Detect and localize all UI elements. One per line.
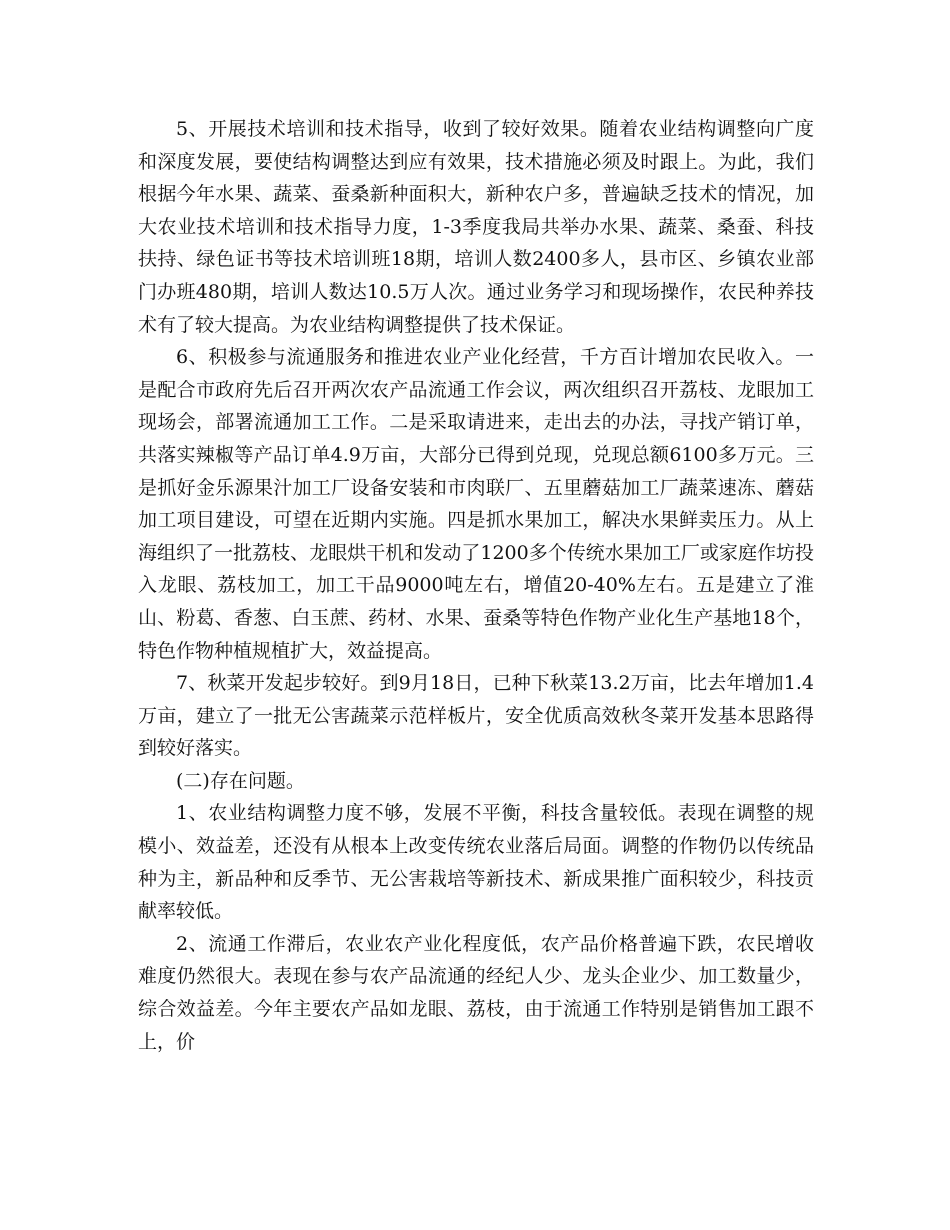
paragraph-autumn-vegetables: 7、秋菜开发起步较好。到9月18日，已种下秋菜13.2万亩，比去年增加1.4万亩，建立了一批无公害蔬菜示范样板片，安全优质高效秋冬菜开发基本思路得到较好落实。	[138, 672, 814, 760]
paragraph-problem-circulation: 2、流通工作滞后，农业农产业化程度低，农产品价格普遍下跌，农民增收难度仍然很大。表现在参与农产品流通的经纪人少、龙头企业少、加工数量少，综合效益差。今年主要农产品如龙眼、荔枝，由于流通工作特别是销售加工跟不上，价	[138, 932, 814, 1053]
section-heading-problems: (二)存在问题。	[176, 769, 305, 792]
document-body	[138, 113, 814, 1058]
paragraph-problem-structure: 1、农业结构调整力度不够，发展不平衡，科技含量较低。表现在调整的规模小、效益差，还没有从根本上改变传统农业落后局面。调整的作物仍以传统品种为主，新品种和反季节、无公害栽培等新技术、新成果推广面积较少，科技贡献率较低。	[138, 802, 814, 923]
paragraph-training: 5、开展技术培训和技术指导，收到了较好效果。随着农业结构调整向广度和深度发展，要使结构调整达到应有效果，技术措施必须及时跟上。为此，我们根据今年水果、蔬菜、蚕桑新种面积大，新种农户多，普遍缺乏技术的情况，加大农业技术培训和技术指导力度，1-3季度我局共举办水果、蔬菜、桑蚕、科技扶持、绿色证书等技术培训班18期，培训人数2400多人，县市区、乡镇农业部门办班480期，培训人数达10.5万人次。通过业务学习和现场操作，农民种养技术有了较大提高。为农业结构调整提供了技术保证。	[138, 118, 814, 336]
paragraph-circulation: 6、积极参与流通服务和推进农业产业化经营，千方百计增加农民收入。一是配合市政府先后召开两次农产品流通工作会议，两次组织召开荔枝、龙眼加工现场会，部署流通加工工作。二是采取请进来，走出去的办法，寻找产销订单，共落实辣椒等产品订单4.9万亩，大部分已得到兑现，兑现总额6100多万元。三是抓好金乐源果汁加工厂设备安装和市肉联厂、五里蘑菇加工厂蔬菜速冻、蘑菇加工项目建设，可望在近期内实施。四是抓水果加工，解决水果鲜卖压力。从上海组织了一批荔枝、龙眼烘干机和发动了1200多个传统水果加工厂或家庭作坊投入龙眼、荔枝加工，加工干品9000吨左右，增值20-40%左右。五是建立了淮山、粉葛、香葱、白玉蔗、药材、水果、蚕桑等特色作物产业化生产基地18个，特色作物种植规植扩大，效益提高。	[138, 346, 814, 662]
